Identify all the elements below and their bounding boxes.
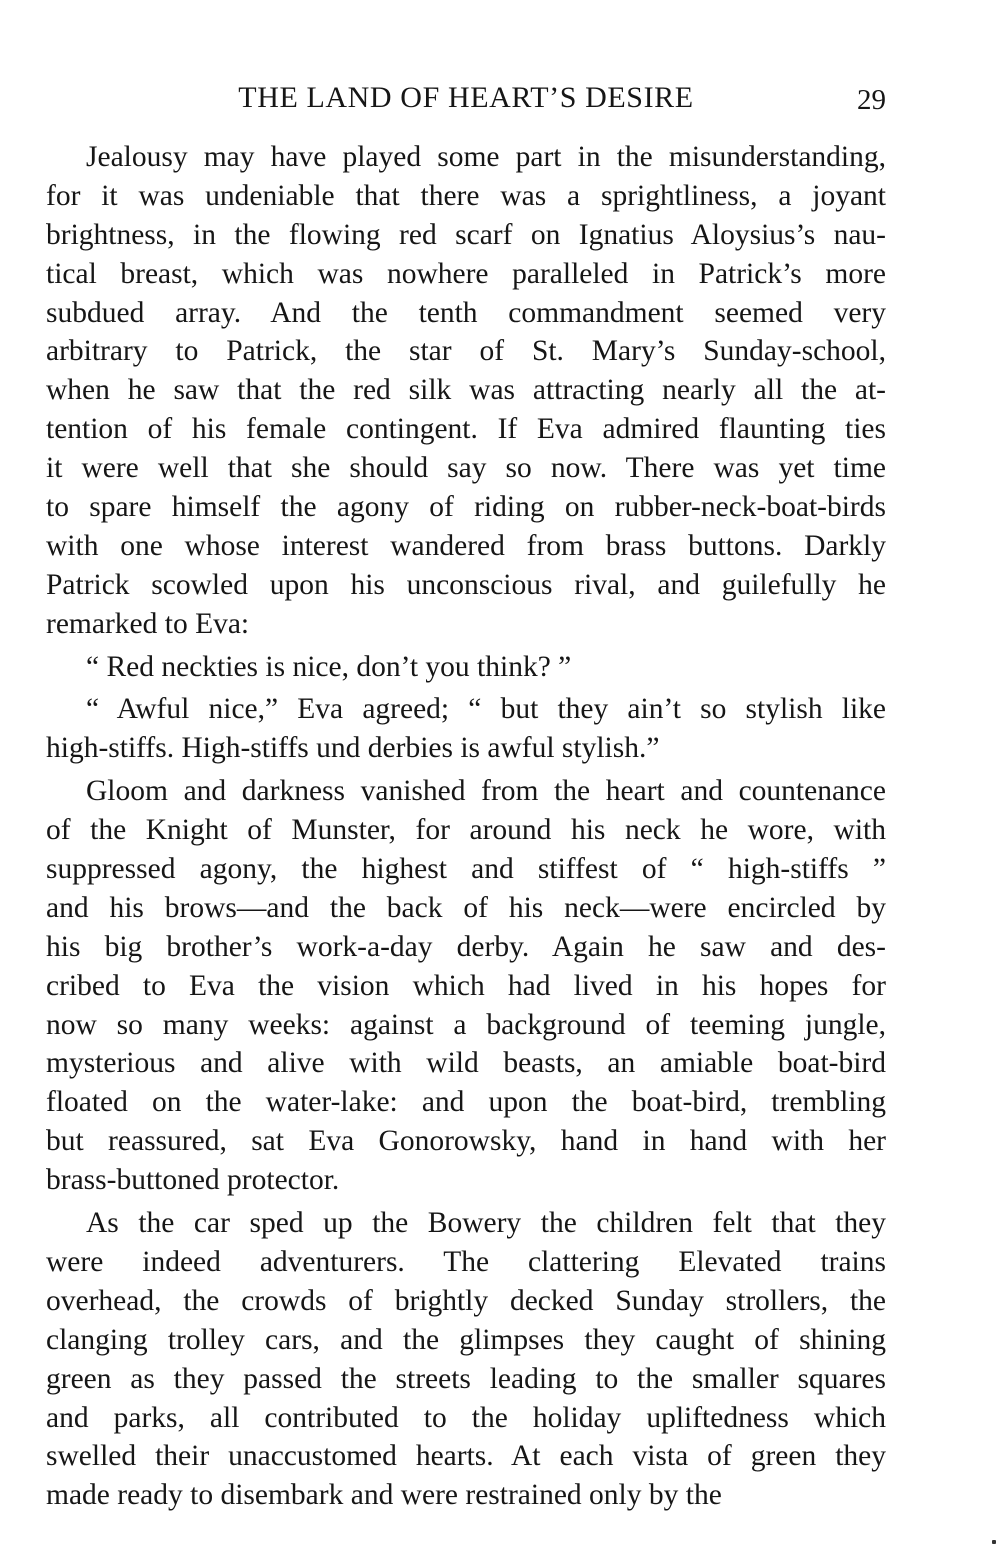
- text-line: brightness, in the flowing red scarf on Ignatius Aloysius’s nau-: [46, 218, 886, 251]
- text-line: were indeed adventurers. The clattering Elevated trains: [46, 1245, 886, 1278]
- text-line: tention of his female contingent. If Eva admired flaunting ties: [46, 413, 886, 446]
- text-line: clanging trolley cars, and the glimpses they caught of shining: [46, 1323, 886, 1356]
- text-line: to spare himself the agony of riding on rubber-neck-boat-birds: [46, 491, 886, 524]
- text-line: Patrick scowled upon his unconscious rival, and guilefully he: [46, 568, 886, 601]
- running-head: [46, 76, 886, 120]
- running-title: THE LAND OF HEART’S DESIRE: [238, 81, 694, 114]
- text-line: floated on the water-lake: and upon the boat-bird, trembling: [46, 1086, 886, 1119]
- text-line: Gloom and darkness vanished from the heart and countenance: [86, 775, 886, 808]
- paragraph: [46, 690, 886, 768]
- text-line: As the car sped up the Bowery the children felt that they: [86, 1207, 886, 1240]
- page-number: 29: [857, 84, 886, 116]
- text-line: “ Red neckties is nice, don’t you think? ”: [86, 650, 572, 683]
- text-line: for it was undeniable that there was a sprightliness, a joyant: [46, 179, 886, 212]
- paragraph: [46, 138, 886, 644]
- text-line: now so many weeks: against a background of teeming jungle,: [46, 1008, 886, 1041]
- print-speck: [992, 1540, 996, 1544]
- text-line: tical breast, which was nowhere paralleled in Patrick’s more: [46, 257, 886, 290]
- text-line: suppressed agony, the highest and stiffest of “ high-stiffs ”: [46, 853, 886, 886]
- text-line: overhead, the crowds of brightly decked Sunday strollers, the: [46, 1284, 886, 1317]
- text-line: and parks, all contributed to the holiday upliftedness which: [46, 1401, 886, 1434]
- text-line: it were well that she should say so now. There was yet time: [46, 452, 886, 485]
- text-line: his big brother’s work-a-day derby. Again he saw and des-: [46, 930, 886, 963]
- text-line: Jealousy may have played some part in the misunderstanding,: [86, 141, 886, 173]
- text-line: when he saw that the red silk was attracting nearly all the at-: [46, 374, 886, 407]
- text-line: made ready to disembark and were restrained only by the: [46, 1479, 722, 1512]
- text-line: high-stiffs. High-stiffs und derbies is awful stylish.”: [46, 732, 660, 765]
- paragraph: [46, 648, 886, 687]
- paragraph: [46, 1204, 886, 1515]
- text-line: with one whose interest wandered from brass buttons. Darkly: [46, 529, 886, 562]
- paragraph: [46, 772, 886, 1200]
- text-line: remarked to Eva:: [46, 607, 250, 640]
- text-line: swelled their unaccustomed hearts. At each vista of green they: [46, 1440, 886, 1473]
- body-text: [46, 138, 886, 1519]
- text-line: cribed to Eva the vision which had lived in his hopes for: [46, 969, 886, 1002]
- text-line: mysterious and alive with wild beasts, an amiable boat-bird: [46, 1047, 886, 1080]
- text-line: arbitrary to Patrick, the star of St. Mary’s Sunday-school,: [46, 335, 886, 368]
- text-line: “ Awful nice,” Eva agreed; “ but they ain’t so stylish like: [86, 693, 886, 726]
- text-line: of the Knight of Munster, for around his neck he wore, with: [46, 814, 886, 847]
- text-line: green as they passed the streets leading to the smaller squares: [46, 1362, 886, 1395]
- text-line: and his brows—and the back of his neck—were encircled by: [46, 891, 886, 924]
- text-line: brass-buttoned protector.: [46, 1164, 340, 1197]
- text-line: but reassured, sat Eva Gonorowsky, hand in hand with her: [46, 1125, 886, 1158]
- text-line: subdued array. And the tenth commandment seemed very: [46, 296, 886, 329]
